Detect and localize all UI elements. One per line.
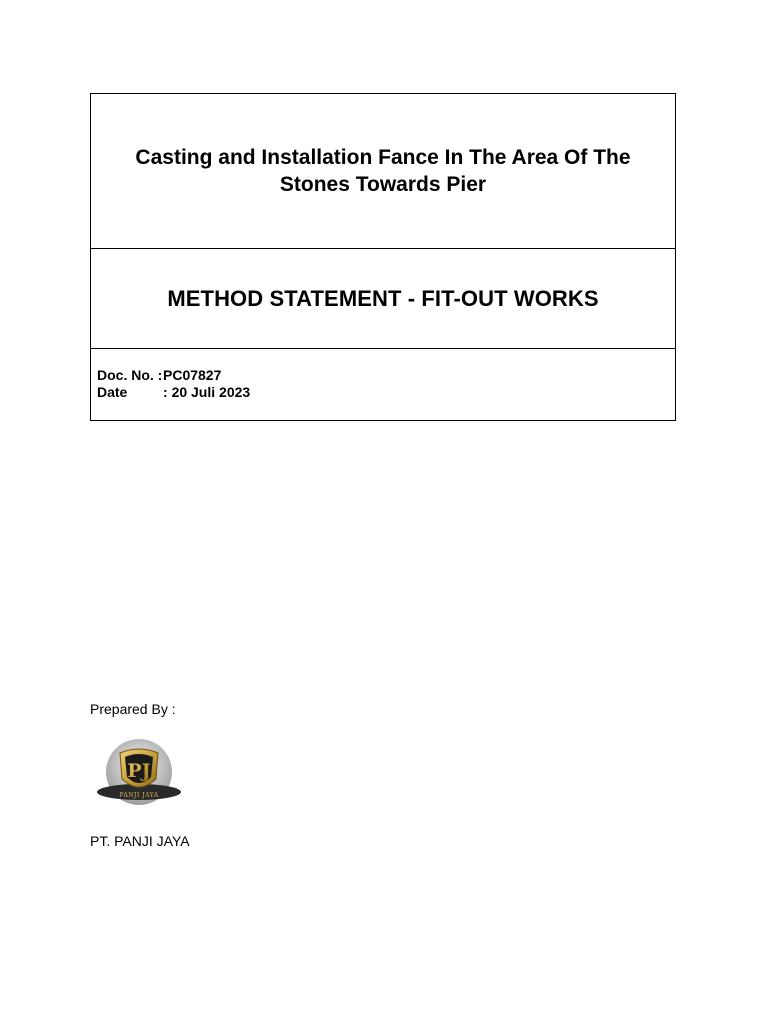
date-label: Date [97,384,128,400]
meta-cell [91,349,675,420]
company-name: PT. PANJI JAYA [90,833,190,849]
document-subtitle: METHOD STATEMENT - FIT-OUT WORKS [167,285,599,311]
doc-number-label: Doc. No. : [97,367,167,383]
date-row [97,384,675,401]
logo-monogram: PJ [127,760,151,782]
doc-number-row [97,367,675,384]
date-value: : 20 Juli 2023 [163,384,251,400]
prepared-by-label: Prepared By : [90,701,176,717]
subtitle-cell [91,249,675,349]
title-cell [91,94,675,249]
logo-text: PANJI JAYA [119,792,159,799]
company-logo [96,737,182,813]
cover-table [90,93,676,421]
document-title: Casting and Installation Fance In The Area Of The Stones Towards Pier [135,146,631,196]
doc-number-value: PC07827 [163,367,222,383]
